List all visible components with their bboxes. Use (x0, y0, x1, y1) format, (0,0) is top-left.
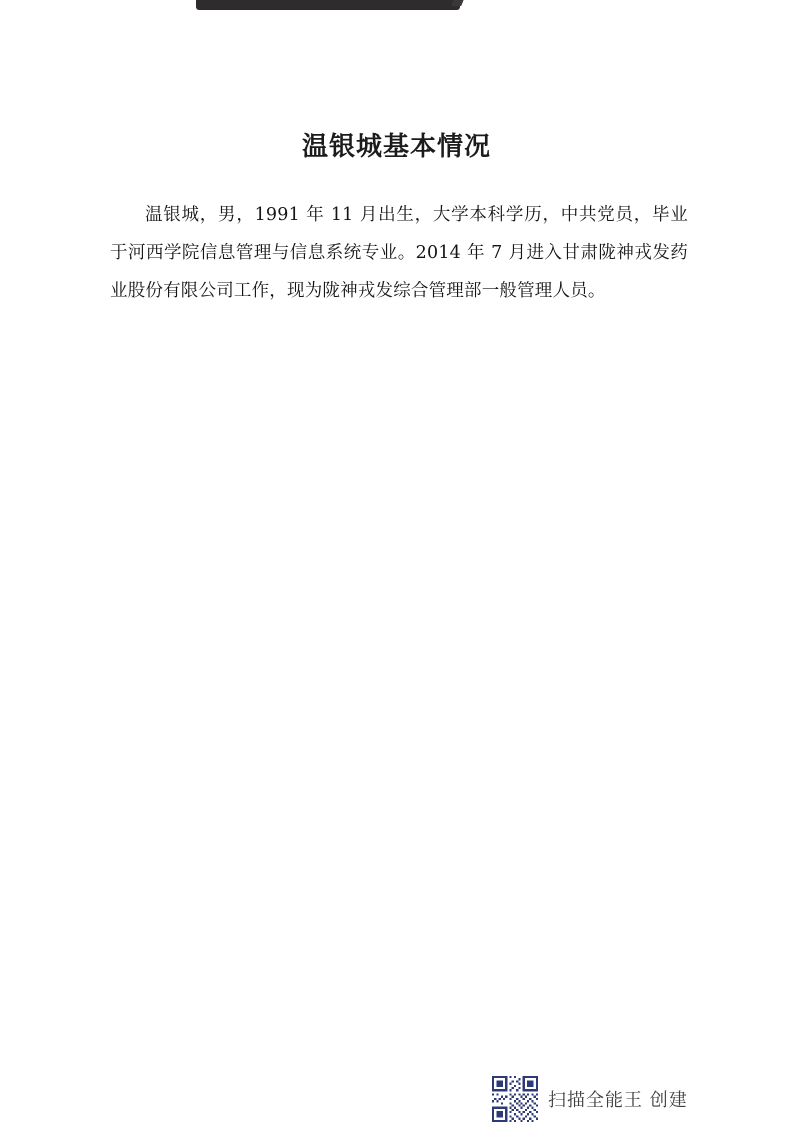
watermark-label: 扫描全能王 创建 (548, 1090, 688, 1111)
document-paragraph: 温银城，男，1991 年 11 月出生，大学本科学历，中共党员，毕业于河西学院信息管理与信息系统专业。2014 年 7 月进入甘肃陇神戎发药业股份有限公司工作，现为陇神戎发综合管理部一般管理人员。 (110, 205, 688, 301)
scanner-watermark (492, 1076, 688, 1122)
page-title: 温银城基本情况 (301, 132, 491, 162)
qr-code-icon (492, 1076, 538, 1122)
